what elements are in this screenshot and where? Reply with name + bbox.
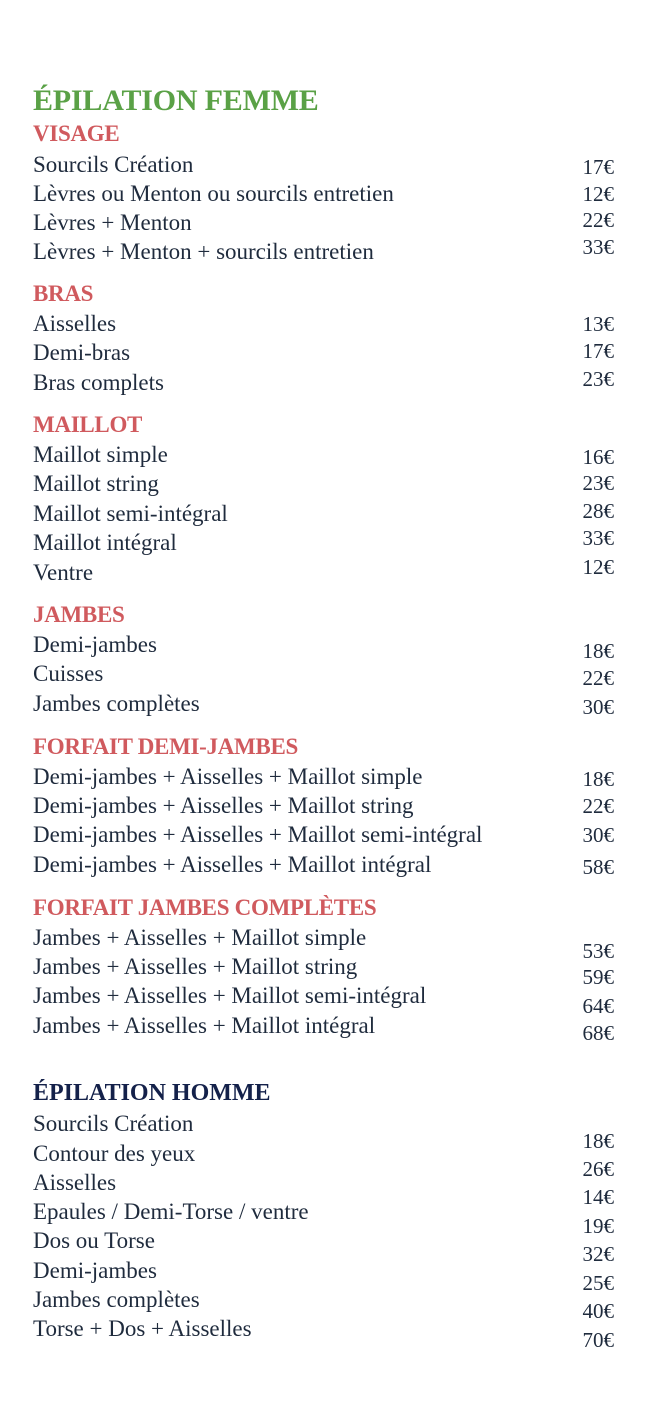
service-price: 70€ bbox=[582, 1328, 614, 1352]
service-item: Maillot semi-intégral bbox=[33, 501, 228, 526]
service-item: Contour des yeux bbox=[33, 1141, 196, 1166]
service-item: Sourcils Création bbox=[33, 152, 194, 177]
service-item: Demi-jambes bbox=[33, 1258, 157, 1283]
service-price: 12€ bbox=[582, 182, 614, 206]
service-item: Jambes + Aisselles + Maillot simple bbox=[33, 925, 367, 950]
service-item: Jambes complètes bbox=[33, 691, 200, 716]
service-price: 19€ bbox=[582, 1214, 614, 1238]
service-item: Maillot intégral bbox=[33, 530, 177, 555]
service-price: 58€ bbox=[582, 855, 614, 879]
service-price: 22€ bbox=[582, 208, 614, 232]
service-item: Dos ou Torse bbox=[33, 1228, 155, 1253]
service-price: 14€ bbox=[582, 1185, 614, 1209]
service-price: 33€ bbox=[582, 526, 614, 550]
service-item: Ventre bbox=[33, 560, 94, 585]
service-item: Demi-jambes + Aisselles + Maillot semi-intégral bbox=[33, 822, 483, 847]
category-visage: VISAGE bbox=[33, 121, 120, 146]
title-epilation-femme: ÉPILATION FEMME bbox=[33, 84, 319, 117]
service-item: Jambes + Aisselles + Maillot semi-intégral bbox=[33, 983, 427, 1008]
service-price: 18€ bbox=[582, 639, 614, 663]
service-item: Lèvres + Menton + sourcils entretien bbox=[33, 239, 374, 264]
service-price: 23€ bbox=[582, 367, 614, 391]
service-price: 40€ bbox=[582, 1299, 614, 1323]
service-price: 22€ bbox=[582, 666, 614, 690]
service-item: Epaules / Demi-Torse / ventre bbox=[33, 1199, 309, 1224]
service-item: Aisselles bbox=[33, 311, 117, 336]
category-forfait-jambes-completes: FORFAIT JAMBES COMPLÈTES bbox=[33, 895, 377, 920]
service-price: 18€ bbox=[582, 1129, 614, 1153]
service-price: 22€ bbox=[582, 794, 614, 818]
service-price: 59€ bbox=[582, 965, 614, 989]
service-item: Demi-bras bbox=[33, 340, 131, 365]
service-item: Jambes + Aisselles + Maillot intégral bbox=[33, 1013, 376, 1038]
category-bras: BRAS bbox=[33, 281, 94, 306]
service-item: Demi-jambes + Aisselles + Maillot simple bbox=[33, 764, 423, 789]
service-item: Torse + Dos + Aisselles bbox=[33, 1316, 252, 1341]
service-price: 17€ bbox=[582, 155, 614, 179]
service-price: 33€ bbox=[582, 235, 614, 259]
category-forfait-demi-jambes: FORFAIT DEMI-JAMBES bbox=[33, 734, 298, 759]
service-price: 12€ bbox=[582, 555, 614, 579]
service-price: 17€ bbox=[582, 339, 614, 363]
service-item: Jambes + Aisselles + Maillot string bbox=[33, 954, 358, 979]
service-price: 53€ bbox=[582, 939, 614, 963]
title-epilation-homme: ÉPILATION HOMME bbox=[33, 1080, 271, 1106]
service-item: Jambes complètes bbox=[33, 1287, 200, 1312]
service-item: Maillot string bbox=[33, 471, 159, 496]
service-item: Bras complets bbox=[33, 370, 164, 395]
service-item: Lèvres + Menton bbox=[33, 210, 192, 235]
service-item: Sourcils Création bbox=[33, 1111, 194, 1136]
service-price: 26€ bbox=[582, 1157, 614, 1181]
service-item: Demi-jambes + Aisselles + Maillot intégral bbox=[33, 852, 432, 877]
service-price: 13€ bbox=[582, 312, 614, 336]
service-item: Lèvres ou Menton ou sourcils entretien bbox=[33, 181, 394, 206]
service-item: Demi-jambes bbox=[33, 632, 157, 657]
service-price: 30€ bbox=[582, 823, 614, 847]
category-maillot: MAILLOT bbox=[33, 412, 143, 437]
service-price: 18€ bbox=[582, 767, 614, 791]
service-price: 32€ bbox=[582, 1242, 614, 1266]
service-price: 25€ bbox=[582, 1271, 614, 1295]
service-price: 16€ bbox=[582, 445, 614, 469]
service-item: Aisselles bbox=[33, 1170, 117, 1195]
service-price: 64€ bbox=[582, 994, 614, 1018]
service-item: Demi-jambes + Aisselles + Maillot string bbox=[33, 793, 414, 818]
service-price: 30€ bbox=[582, 695, 614, 719]
service-item: Cuisses bbox=[33, 661, 104, 686]
service-price: 28€ bbox=[582, 499, 614, 523]
service-price: 23€ bbox=[582, 471, 614, 495]
service-price: 68€ bbox=[582, 1021, 614, 1045]
category-jambes: JAMBES bbox=[33, 602, 125, 627]
service-item: Maillot simple bbox=[33, 442, 168, 467]
